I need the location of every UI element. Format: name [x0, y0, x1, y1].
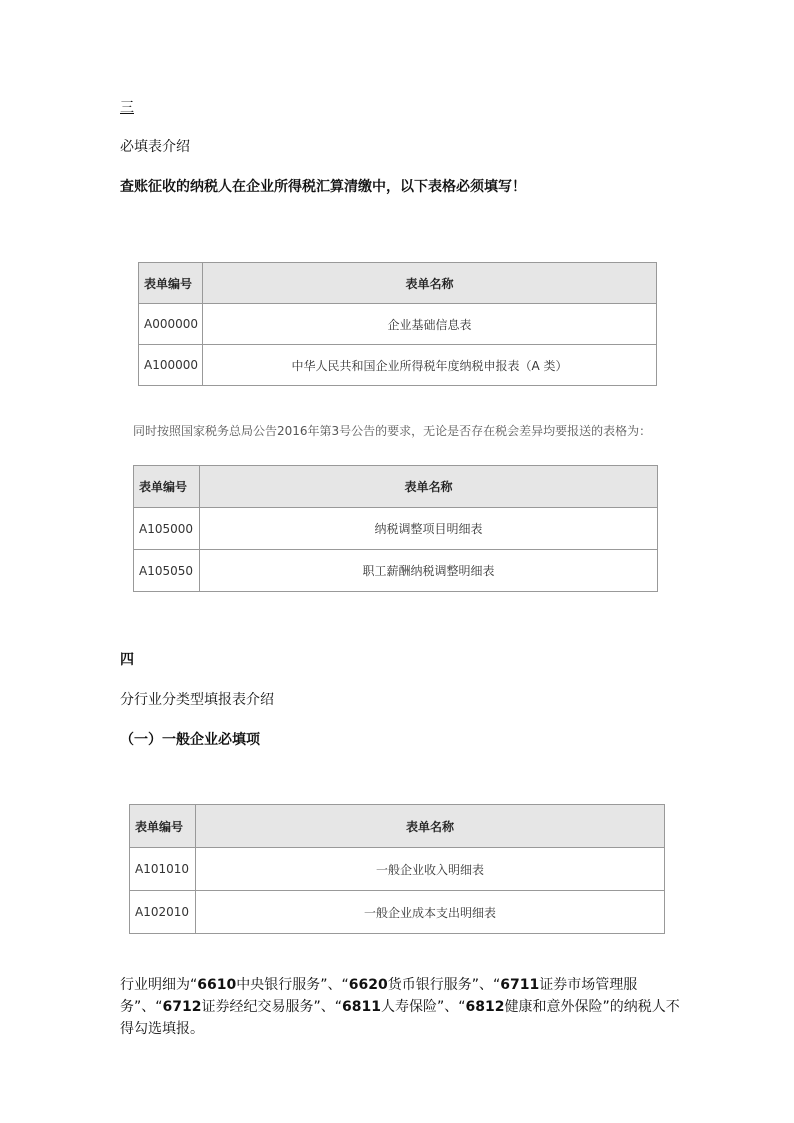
table-row: [134, 550, 658, 592]
industry-code: 6610: [197, 977, 237, 993]
industry-code: 6712: [162, 999, 202, 1015]
form-code: A102010: [130, 891, 196, 934]
required-forms-table: [138, 262, 657, 386]
text-span: 健康和意外保险”的纳税人不得勾选填报。: [120, 999, 680, 1037]
table-row: [134, 508, 658, 550]
section-title: 必填表介绍: [120, 139, 190, 155]
table-row: [130, 891, 665, 934]
section-number: 三: [120, 100, 134, 116]
form-name: 企业基础信息表: [203, 304, 657, 345]
industry-code: 6620: [348, 977, 388, 993]
column-header: 表单名称: [200, 466, 658, 508]
table-header-row: [130, 805, 665, 848]
column-header: 表单编号: [134, 466, 200, 508]
form-name: 中华人民共和国企业所得税年度纳税申报表（A 类）: [203, 345, 657, 386]
industry-code: 6812: [465, 999, 505, 1015]
industry-note-paragraph: [120, 974, 690, 1040]
text-span: 证券经纪交易服务”、“: [201, 999, 342, 1015]
form-name: 纳税调整项目明细表: [200, 508, 658, 550]
form-code: A000000: [139, 304, 203, 345]
form-name: 职工薪酬纳税调整明细表: [200, 550, 658, 592]
column-header: 表单名称: [203, 263, 657, 304]
text-span: 中央银行服务”、“: [236, 977, 349, 993]
column-header: 表单编号: [130, 805, 196, 848]
industry-code: 6811: [342, 999, 381, 1015]
text-span: 行业明细为“: [120, 977, 198, 993]
section-lead: 查账征收的纳税人在企业所得税汇算清缴中，以下表格必须填写！: [120, 179, 526, 195]
form-name: 一般企业收入明细表: [196, 848, 665, 891]
text-span: 货币银行服务”、“: [387, 977, 501, 993]
section-subtitle: （一）一般企业必填项: [120, 732, 260, 748]
section-number: 四: [120, 652, 134, 668]
form-name: 一般企业成本支出明细表: [196, 891, 665, 934]
text-span: 证券市场管理服务”、“: [120, 977, 638, 1015]
table-header-row: [139, 263, 657, 304]
table-row: [130, 848, 665, 891]
industry-code: 6711: [500, 977, 540, 993]
column-header: 表单编号: [139, 263, 203, 304]
mandatory-forms-table: [133, 465, 658, 592]
table-row: [139, 304, 657, 345]
general-enterprise-forms-table: [129, 804, 665, 934]
note-text: 同时按照国家税务总局公告2016年第3号公告的要求，无论是否存在税会差异均要报送的表格为：: [133, 424, 652, 438]
table-row: [139, 345, 657, 386]
form-code: A105050: [134, 550, 200, 592]
column-header: 表单名称: [196, 805, 665, 848]
text-span: 人寿保险”、“: [380, 999, 466, 1015]
section-title: 分行业分类型填报表介绍: [120, 692, 274, 708]
form-code: A105000: [134, 508, 200, 550]
form-code: A101010: [130, 848, 196, 891]
form-code: A100000: [139, 345, 203, 386]
table-header-row: [134, 466, 658, 508]
